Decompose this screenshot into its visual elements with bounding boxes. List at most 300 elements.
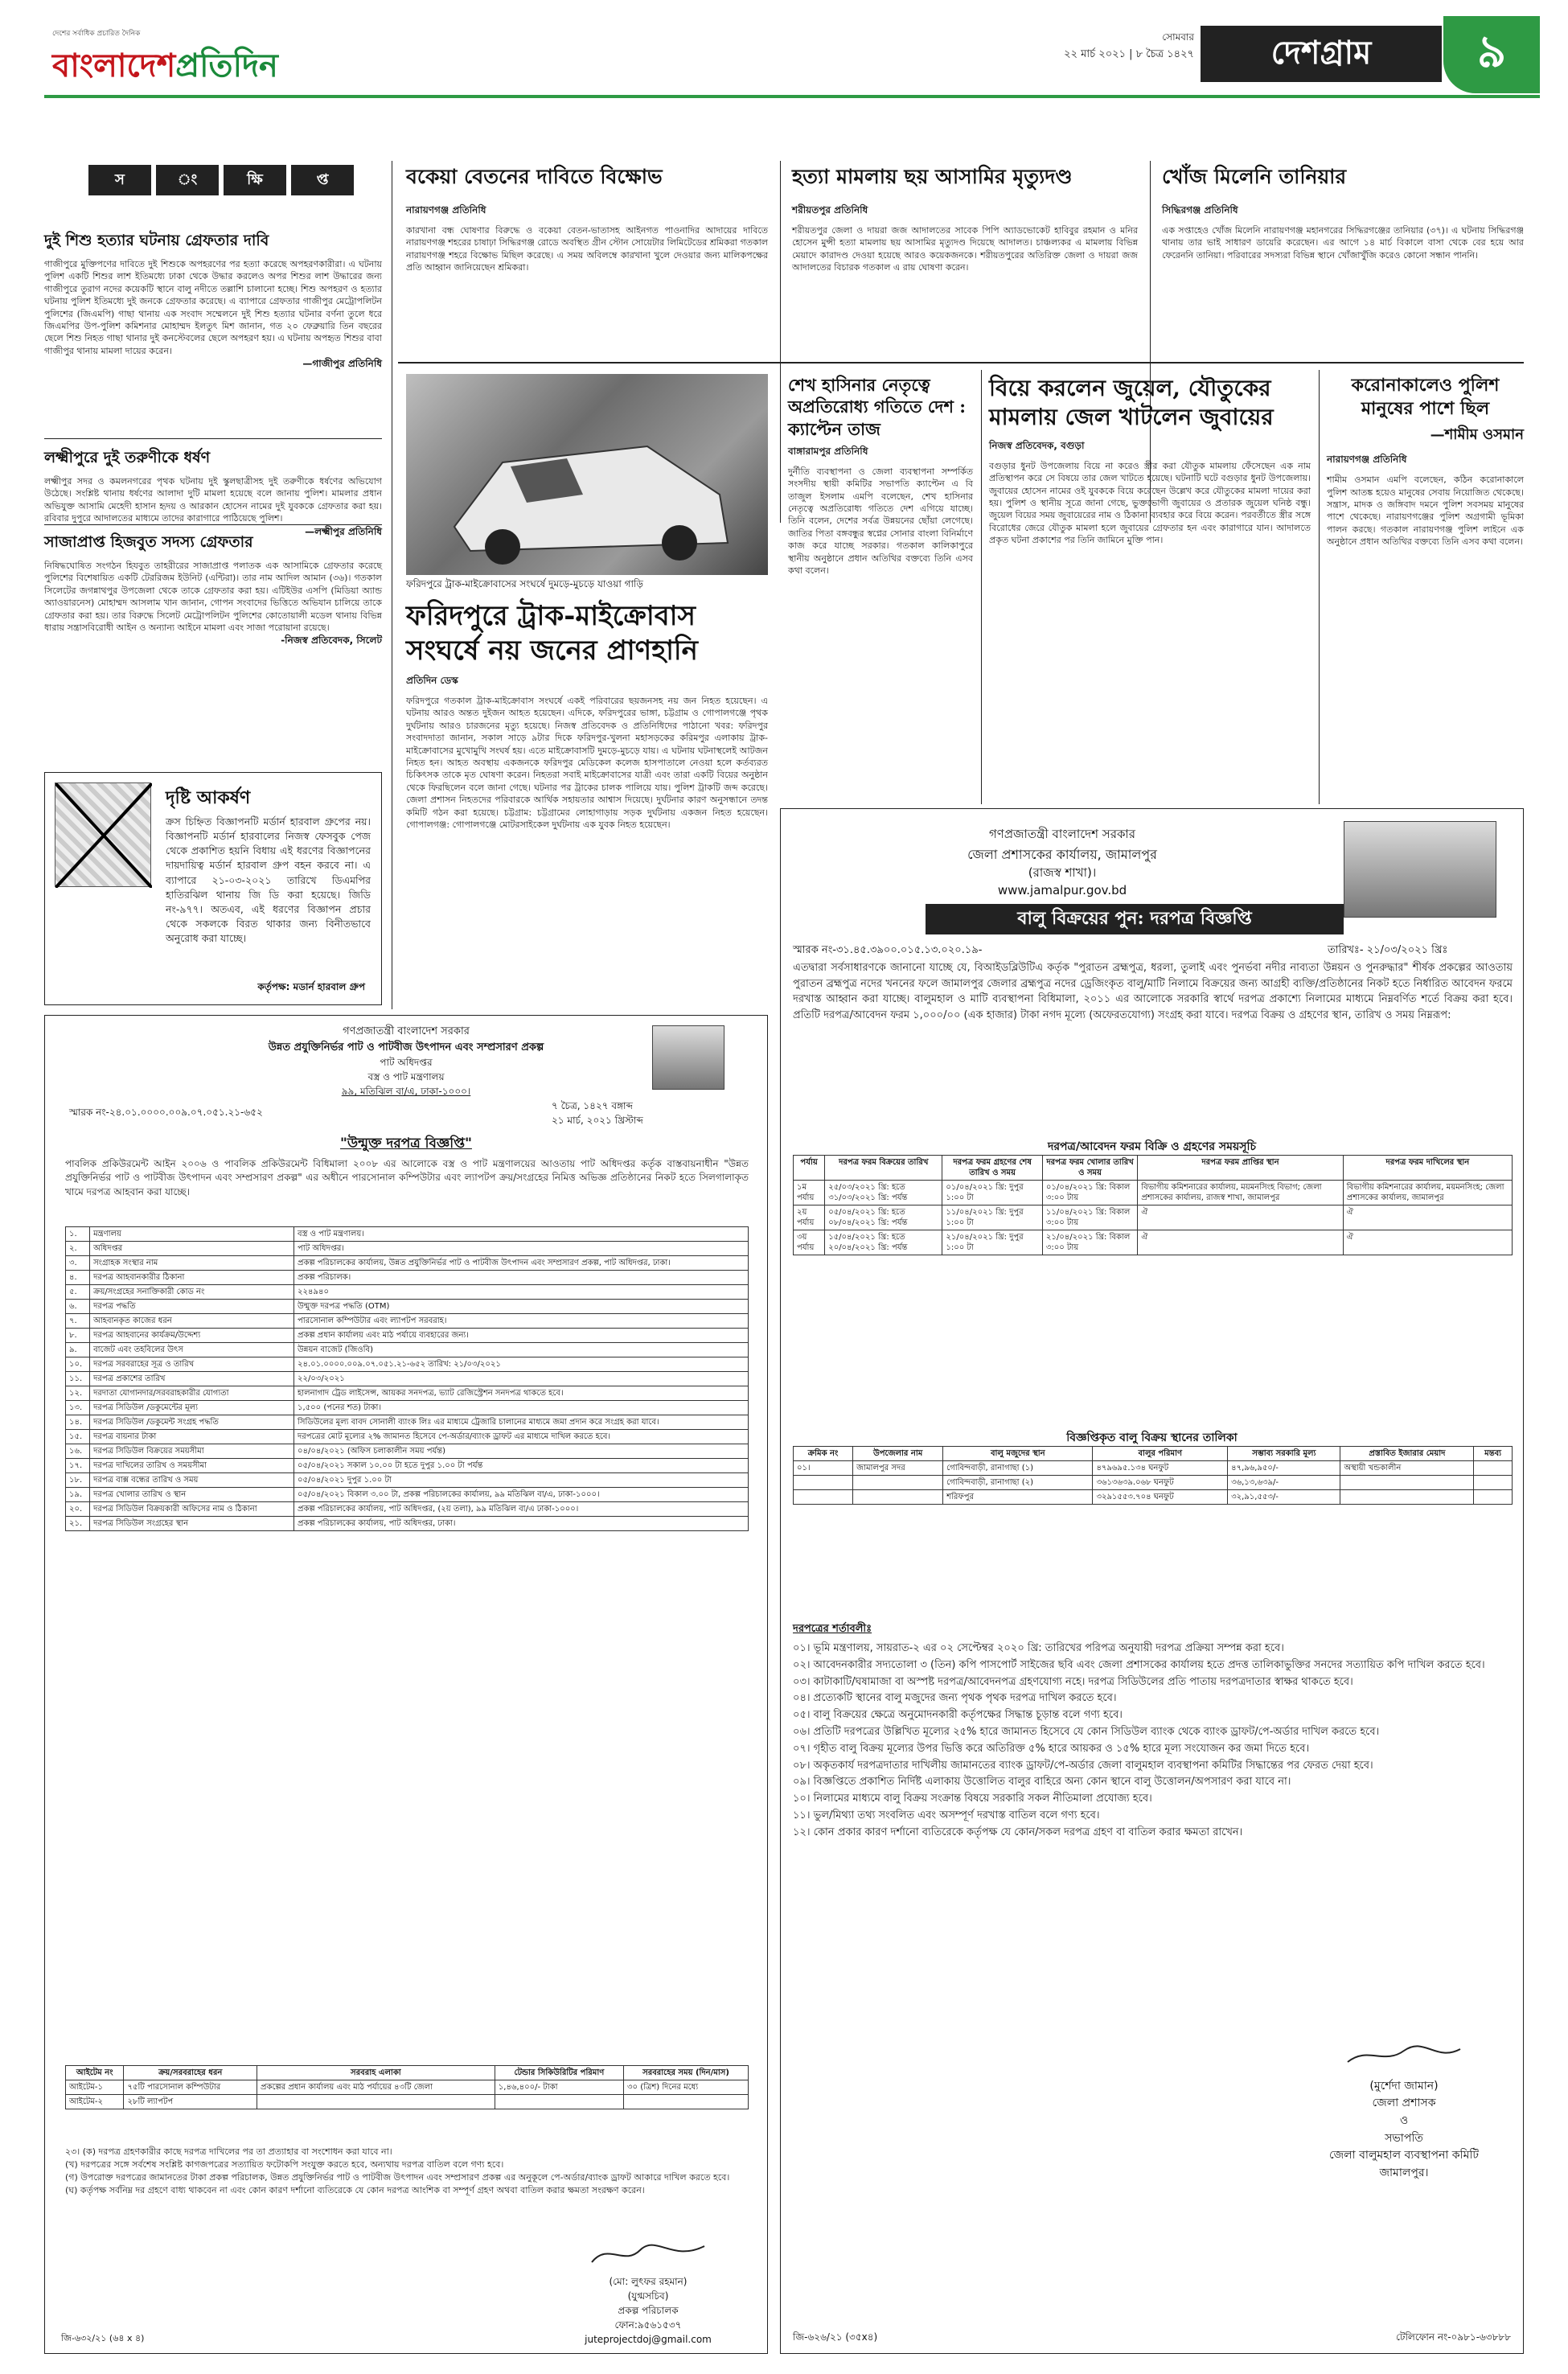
table-cell: আইটেম-১: [66, 2080, 124, 2095]
briefs-label-char: ং: [156, 165, 219, 195]
story-byline: প্রতিদিন ডেস্ক: [406, 675, 458, 686]
term-item: ০১। ভূমি মন্ত্রণালয়, সায়রাত-২ এর ০২ সেপ্টেম্বর ২০২০ খ্রি: তারিখের পরিপত্র অনুযায়ী দরপত্র প্রক্রিয়া সম্পন্ন করা হবে।: [793, 1642, 1284, 1654]
table-cell: দরপত্র আহবানের কার্যক্রম/উদ্দেশ্য: [90, 1329, 294, 1343]
brief-body: নিষিদ্ধঘোষিত সংগঠন হিযবুত তাহরীরের সাজাপ্রাপ্ত পলাতক এক আসামিকে গ্রেফতার করেছে পুলিশের বিশেষায়িত একটি টেররিজম ইউনিট (এন্টিরা)। তার নাম আদিল আমান (৩৬)। গতকাল সিলেটের জগন্নাথপুর উপজেলা থেকে তাকে গ্রেফতার করা হয়। এটিইউর এসপি (মিডিয়া অ্যান্ড অ্যাওয়ারনেস) মোহাম্মদ আসলাম খান জানান, গোপন সংবাদের ভিত্তিতে অভিযান চালিয়ে তাকে গ্রেফতার করা হয়। তার বিরুদ্ধে সিলেট মেট্রোপলিটন পুলিশের কোতোয়ালী মডেল থানায় বিভিন্ন ধারায় সন্ত্রাসবিরোধী আইন ও অন্যান্য আইনে মামলা এবং সাজা পরোয়ানা রয়েছে।: [44, 561, 382, 633]
table-cell: ঐ: [1343, 1205, 1512, 1230]
term-item: ০৪। প্রত্যেকটি স্থানের বালু মজুদের জন্য পৃথক পৃথক দরপত্র দাখিল করতে হবে।: [793, 1692, 1117, 1705]
notice-table: [65, 1226, 749, 1531]
table-cell: ঐ: [1138, 1205, 1343, 1230]
notice-office: জেলা প্রশাসকের কার্যালয়, জামালপুর: [967, 847, 1157, 862]
story-tania: [1162, 161, 1524, 261]
table-cell: ৩.: [66, 1256, 90, 1271]
table-row: [66, 1242, 749, 1256]
table-cell: জামালপুর সদর: [853, 1461, 943, 1476]
schedule-table: [793, 1155, 1513, 1255]
brief-item: [44, 229, 382, 373]
table-row: [66, 1473, 749, 1488]
table-cell: ১০.: [66, 1357, 90, 1372]
table-row: [794, 1461, 1513, 1476]
brief-sign: —গাজীপুর প্রতিনিধি: [302, 358, 382, 370]
table-cell: ১৬.: [66, 1444, 90, 1459]
brief-body: লক্ষ্মীপুর সদর ও কমলনগরের পৃথক ঘটনায় দুই স্কুলছাত্রীসহ দুই তরুণীকে ধর্ষণের অভিযোগ উঠেছে। সংশ্লিষ্ট থানায় ধর্ষণের আলাদা দুটি মামলা হয়েছে বলে জানায় পুলিশ। মামলার প্রধান অভিযুক্ত আসামি মেহেদী হাসান হৃদয় ও আরকান হোসেন নামের দুই যুবককে গ্রেফতার করা হয়। রবিবার দুপুরে আদালতের মাধ্যমে তাদের কারাগারে পাঠিয়েছে পুলিশ।: [44, 476, 382, 524]
sched-title: দরপত্র/আবেদন ফরম বিক্রি ও গ্রহণের সময়সূচি: [1047, 1140, 1257, 1153]
notice-phone: টেলিফোন নং-০৯৮১-৬৩৮৮৮: [1396, 2331, 1511, 2343]
table-cell: ৯.: [66, 1343, 90, 1357]
table-cell: [1474, 1490, 1513, 1505]
table-cell: দরপত্র সিডিউল বিক্রয়কারী অফিসের নাম ও ঠিকানা: [90, 1502, 294, 1517]
table-cell: হালনাগাদ ট্রেড লাইসেন্স, আয়কর সনদপত্র, ভ্যাট রেজিস্ট্রেশন সনদপত্র থাকতে হবে।: [294, 1386, 749, 1401]
table-cell: ২৫/০৩/২০২১ খ্রি: হতে ৩১/০৩/২০২১ খ্রি: পর্যন্ত: [825, 1181, 942, 1205]
table-header-row: [794, 1156, 1513, 1181]
table-row: [66, 1415, 749, 1430]
term-item: ১০। নিলামের মাধ্যমে বালু বিক্রয় সংক্রান্ত বিষয়ে সরকারি সকল নীতিমালা প্রযোজ্য হবে।: [793, 1793, 1152, 1805]
term-item: ০৫। বালু বিক্রয়ের ক্ষেত্রে অনুমোদনকারী কর্তৃপক্ষের সিদ্ধান্ত চূড়ান্ত বলে গণ্য হবে।: [793, 1709, 1123, 1722]
table-cell: দরপত্র সিডিউল সংগ্রহের স্থান: [90, 1517, 294, 1531]
story-headline[interactable]: শেখ হাসিনার নেতৃত্বে অপ্রতিরোধ্য গতিতে দেশ : ক্যাপ্টেন তাজ: [788, 375, 966, 439]
table-cell: গোবিন্দবাড়ী, রানাগাছা (২): [943, 1476, 1093, 1490]
photo-caption: ফরিদপুরে ট্রাক-মাইক্রোবাসের সংঘর্ষে দুমড়ে-মুচড়ে যাওয়া গাড়ি: [406, 578, 643, 589]
section-title: দেশগ্রাম: [1201, 26, 1442, 82]
notice-ref: জি-৬৩২/২১ (৬৪ x ৪): [61, 2333, 145, 2343]
table-header-cell: মন্তব্য: [1474, 1447, 1513, 1461]
notice-date-en: ২১ মার্চ, ২০২১ খ্রিস্টাব্দ: [552, 1115, 643, 1126]
table-cell: ৬.: [66, 1300, 90, 1314]
notice-ministry: বস্ত্র ও পাট মন্ত্রণালয়: [367, 1071, 445, 1082]
table-header-cell: প্রস্তাবিত ইজারার মেয়াদ: [1340, 1447, 1474, 1461]
table-cell: দরপত্রের মোট মূল্যের ২% জামানত হিসেবে পে-অর্ডার/ব্যাংক ড্রাফট এর মাধ্যমে দাখিল করতে হবে।: [294, 1430, 749, 1444]
table-cell: দরপত্র পদ্ধতি: [90, 1300, 294, 1314]
story-byline: নিজস্ব প্রতিবেদক, বগুড়া: [989, 439, 1085, 451]
table-row: [66, 1517, 749, 1531]
table-row: [66, 1488, 749, 1502]
table-cell: প্রকল্প পরিচালক।: [294, 1271, 749, 1285]
sale-table: [793, 1446, 1513, 1505]
table-cell: ০১/০৪/২০২১ খ্রি: দুপুর ১:০০ টা: [942, 1181, 1042, 1205]
table-cell: ৭৫টি পারসোনাল কম্পিউটার: [124, 2080, 257, 2095]
signer-role: (যুগ্মসচিব): [627, 2290, 669, 2302]
story-headline[interactable]: ফরিদপুরে ট্রাক-মাইক্রোবাস সংঘর্ষে নয় জনের প্রাণহানি: [406, 600, 698, 667]
term-item: ১১। ভুল/মিথ্যা তথ্য সংবলিত এবং অসম্পূর্ণ দরখাস্ত বাতিল বলে গণ্য হবে।: [793, 1809, 1100, 1822]
signer-email[interactable]: juteprojectdoj@gmail.com: [585, 2334, 712, 2345]
table-cell: [257, 2095, 495, 2109]
table-cell: ১৫/০৪/২০২১ খ্রি: হতে ২০/০৪/২০২১ খ্রি: পর্যন্ত: [825, 1230, 942, 1255]
notice-signature: [1295, 2039, 1513, 2183]
table-cell: প্রকল্প প্রধান কার্যালয় এবং মাঠ পর্যায়ে ব্যবহারের জন্য।: [294, 1329, 749, 1343]
story-headline[interactable]: বিয়ে করলেন জুয়েল, যৌতুকের মামলায় জেল খাটলেন জুবায়ের: [989, 375, 1274, 431]
story-hotta: [792, 161, 1138, 274]
table-cell: ২০.: [66, 1502, 90, 1517]
sale-title: বিজ্ঞপ্তিকৃত বালু বিক্রয় স্থানের তালিকা: [1066, 1431, 1238, 1444]
divider: [44, 438, 382, 439]
table-header-cell: বালু মজুদের স্থান: [943, 1447, 1093, 1461]
table-cell: দরপত্র বাক্স বন্ধের তারিখ ও সময়: [90, 1473, 294, 1488]
story-joyel: [989, 374, 1311, 547]
story-body: শরীয়তপুর জেলা ও দায়রা জজ আদালতের সাবেক পিপি অ্যাডভোকেট হাবিবুর রহমান ও মনির হোসেন মুন্সী হত্যা মামলায় ছয় আসামির মৃত্যুদণ্ড দিয়েছে আদালত। চাঞ্চল্যকর এ মামলায় বিভিন্ন মেয়াদে কারাদণ্ড দেওয়া হয়েছে আরও কয়েকজনকে। শরীয়তপুরের অতিরিক্ত জেলা ও দায়রা জজ আদালতের বিচারক গতকাল এ রায় ঘোষণা করেন।: [792, 225, 1138, 273]
table-cell: ১১.: [66, 1372, 90, 1386]
divider: [398, 362, 1524, 363]
column-rule: [981, 370, 982, 804]
table-cell: ১ম পর্যায়: [794, 1181, 825, 1205]
table-cell: ৫.: [66, 1285, 90, 1300]
notice-memo: স্মারক নং-২৪.০১.০০০০.০০৯.০৭.০৫১.২১-৬৫২: [69, 1107, 263, 1118]
masthead: [44, 16, 1540, 105]
table-cell: প্রকল্প পরিচালকের কার্যালয়, পাট অধিদপ্তর, (২য় তলা), ৯৯ মতিঝিল বা/এ ঢাকা-১০০০।: [294, 1502, 749, 1517]
table-header-cell: আইটেম নং: [66, 2066, 124, 2080]
page-number: ৯: [1443, 16, 1540, 93]
table-cell: ২৮টি ল্যাপটপ: [124, 2095, 257, 2109]
table-row: [66, 2080, 749, 2095]
notice-memo: স্মারক নং-৩১.৪৫.৩৯০০.০১৫.১৩.০২০.১৯-: [793, 944, 983, 956]
table-cell: [495, 2095, 623, 2109]
table-cell: ০৫/০৪/২০২১ দুপুর ১.০০ টা: [294, 1473, 749, 1488]
story-body: বগুড়ার ধুনট উপজেলায় বিয়ে না করেও স্ত্রীর করা যৌতুক মামলায় ফেঁসেছেন এক নাম প্রতিস্থাপন করে সে বিষয়ে তার জেল খাটতে হয়েছে। ঘটনাটি ঘটে বগুড়ার ধুনট উপজেলায়। জুবায়ের হোসেন নামের ওই যুবককে বিয়ে করেছেন উল্লেখ করে যৌতুকের মামলা দায়ের করা হয়। পুলিশ ও স্থানীয় সূত্রে জানা গেছে, ভুক্তভোগী জুবায়ের ও প্রতারক জুয়েল ঘনিষ্ঠ বন্ধু। জুয়েল বিয়ের সময় জুবায়েরের নাম ও ঠিকানা ব্যবহার করে বিয়ে করেন। পরবর্তীতে স্ত্রীর সঙ্গে বিরোধের জেরে যৌতুক মামলা হলে জুবায়ের গ্রেফতার হন এবং কারাগারে যান। আদালতে প্রকৃত ঘটনা প্রকাশের পর তিনি জামিনে মুক্তি পান।: [989, 460, 1311, 546]
table-cell: দরপত্র দাখিলের তারিখ ও সময়সীমা: [90, 1459, 294, 1473]
notice-note: (গ) উপরোক্ত দরপত্রের জামানতের টাকা প্রকল্প পরিচালক, উন্নত প্রযুক্তিনির্ভর পাট ও পাটবীজ উৎপাদন এবং সম্প্রসারণ প্রকল্প এর অনুকূলে পে-অর্ডার/ব্যাংক ড্রাফট আকারে দাখিল করতে হবে।: [65, 2171, 730, 2183]
table-header-cell: দরপত্র ফরম খোলার তারিখ ও সময়: [1042, 1156, 1137, 1181]
table-row: [66, 2095, 749, 2109]
briefs-label-char: স: [88, 165, 151, 195]
story-body: এক সপ্তাহেও খোঁজ মিলেনি নারায়ণগঞ্জ মহানগরের সিদ্ধিরগঞ্জের তানিয়ার (৩৭)। এ ঘটনায় সিদ্ধিরগঞ্জ থানায় তার ভাই সাধারণ ডায়েরি করেছেন। এর আগে ১৪ মার্চ বিকালে বাসা থেকে বের হয়ে আর ফেরেননি তানিয়া। পরিবারের সদস্যরা বিভিন্ন স্থানে খোঁজাখুঁজি করেও কোনো সন্ধান পাননি।: [1162, 225, 1524, 261]
table-cell: দরদাতা যোগানদার/সরবরাহকারীর যোগ্যতা: [90, 1386, 294, 1401]
table-row: [66, 1444, 749, 1459]
masthead-divider: [44, 95, 1540, 98]
table-cell: ৩০ (ত্রিশ) দিনের মধ্যে: [624, 2080, 749, 2095]
table-header-cell: পর্যায়: [794, 1156, 825, 1181]
notice-note: (খ) দরপত্রের সঙ্গে সর্বশেষ সংশ্লিষ্ট কাগজপত্রের সত্যায়িত ফটোকপি সংযুক্ত করতে হবে, অন্যথায় দরপত্র বাতিল বলে গণ্য হবে।: [65, 2158, 504, 2170]
table-row: [66, 1300, 749, 1314]
dateline: [921, 31, 1194, 64]
table-row: [66, 1314, 749, 1329]
brief-body: গাজীপুরে মুক্তিপণের দাবিতে দুই শিশুকে অপহরণের পর হত্যা করেছে অপহরণকারীরা। এ ঘটনায় পুলিশ একটি শিশুর লাশ ইতিমধ্যে ঢাকা থেকে উদ্ধার করলেও অপর শিশুর লাশ উদ্ধারের জন্য গাজীপুরে তুরাগ নদের কয়েকটি স্থানে বালু নদীতে তল্লাশি চালানো হচ্ছে। শিশু অপহরণ ও হত্যার ঘটনায় পুলিশ ইতিমধ্যে দুই জনকে গ্রেফতার করেছে। এ ব্যাপারে গ্রেফতার গাজীপুর মেট্রোপলিটন পুলিশের (জিএমপি) গাছা থানায় এক সংবাদ সম্মেলনে দুই শিশু হত্যার ঘটনার বর্ণনা তুলে ধরে জিএমপির উপ-পুলিশ কমিশনার মোহাম্মদ ইলতুৎ মিশ জানান, গত ২০ ফেব্রুয়ারি তিন বছরের ছেলে শিশু নিহত গাছা থানার দুই কনস্টেবলের ছেলে অপহরণ হয়। এ ঘটনায় অপহৃত শিশুর বাবা গাজীপুর থানায় মামলা দায়ের করেন।: [44, 259, 382, 356]
term-item: ০৬। প্রতিটি দরপত্রের উল্লিখিত মূল্যের ২৫% হারে জামানত হিসেবে যে কোন সিডিউল ব্যাংক থেকে ব্যাংক ড্রাফট/পে-অর্ডার দাখিল করতে হবে।: [793, 1725, 1380, 1738]
attention-sign: কর্তৃপক্ষ: মডার্ন হারবাল গ্রুপ: [257, 981, 365, 992]
table-cell: ১,৪৬,৪০০/- টাকা: [495, 2080, 623, 2095]
table-cell: পারসোনাল কম্পিউটার এবং ল্যাপটপ সরবরাহ।: [294, 1314, 749, 1329]
notice-gov: গণপ্রজাতন্ত্রী বাংলাদেশ সরকার: [988, 827, 1136, 841]
brief-title[interactable]: দুই শিশু হত্যার ঘটনায় গ্রেফতার দাবি: [44, 232, 269, 249]
attention-ad: [44, 772, 382, 1005]
table-cell: ক্রয়/সংগ্রহের সনাক্তিকারী কোড নং: [90, 1285, 294, 1300]
table-header-cell: দরপত্র ফরম বিক্রয়ের তারিখ: [825, 1156, 942, 1181]
table-cell: দরপত্র সিডিউল /ডকুমেন্টের মূল্য: [90, 1401, 294, 1415]
brief-title[interactable]: লক্ষ্মীপুরে দুই তরুণীকে ধর্ষণ: [44, 449, 211, 466]
term-item: ০৩। কাটাকাটি/ঘষামাজা বা অস্পষ্ট দরপত্র/আবেদনপত্র গ্রহণযোগ্য নহে। দরপত্র সিডিউলের প্রতি পাতায় দরপত্রদাতার স্বাক্ষর থাকতে হবে।: [793, 1675, 1353, 1688]
jamalpur-tender-notice: [780, 808, 1524, 2354]
table-cell: ৩য় পর্যায়: [794, 1230, 825, 1255]
signature-icon: [1340, 2039, 1468, 2072]
story-corona: [1327, 374, 1524, 548]
table-cell: উন্নয়ন বাজেট (জিওবি): [294, 1343, 749, 1357]
briefs-label: [88, 165, 354, 195]
table-cell: দরপত্র আহবানকারীর ঠিকানা: [90, 1271, 294, 1285]
notice-portrait-icon: [1344, 821, 1496, 918]
brief-title[interactable]: সাজাপ্রাপ্ত হিজবুত সদস্য গ্রেফতার: [44, 533, 253, 551]
signer-name: (মো: লুৎফর রহমান): [609, 2276, 688, 2287]
story-headline[interactable]: হত্যা মামলায় ছয় আসামির মৃত্যুদণ্ড: [792, 165, 1073, 188]
story-body: ফরিদপুরে গতকাল ট্রাক-মাইক্রোবাস সংঘর্ষে একই পরিবারের ছয়জনসহ নয় জন নিহত হয়েছেন। এ ঘটনায় আরও অন্তত দুইজন আহত হয়েছেন। এদিকে, ফরিদপুরের ভাঙ্গা, চট্টগ্রাম ও গোপালগঞ্জে পৃথক দুর্ঘটনায় আরও চারজনের মৃত্যু হয়েছে। নিজস্ব প্রতিবেদক ও প্রতিনিধিদের পাঠানো খবর: ফরিদপুর সংবাদদাতা জানান, সকাল সাড়ে ৯টার দিকে ফরিদপুর-খুলনা মহাসড়কের করিমপুর এলাকায় ট্রাক-মাইক্রোবাসের মুখোমুখি সংঘর্ষ হয়। এতে মাইক্রোবাসটি দুমড়ে-মুচড়ে যায়। এ ঘটনায় ঘটনাস্থলেই আটজন নিহত হন। আহত অবস্থায় একজনকে ফরিদপুর মেডিকেল কলেজ হাসপাতালে নেওয়া হলে কর্তব্যরত চিকিৎসক তাকে মৃত ঘোষণা করেন। নিহতরা সবাই মাইক্রোবাসের যাত্রী এবং তারা একটি বিয়ের অনুষ্ঠান থেকে ফিরছিলেন বলে জানা গেছে। ঘটনার পর ট্রাকের চালক পালিয়ে যায়। পুলিশ ট্রাকটি জব্দ করেছে। জেলা প্রশাসন নিহতদের পরিবারকে আর্থিক সহায়তার আশ্বাস দিয়েছে। দুর্ঘটনার কারণ অনুসন্ধানে তদন্ত কমিটি গঠন করা হয়েছে। চট্টগ্রাম: চট্টগ্রামের লোহাগাড়ায় সড়ক দুর্ঘটনায় একজন নিহত হয়েছেন। গোপালগঞ্জ: গোপালগঞ্জে মোটরসাইকেল দুর্ঘটনায় এক যুবক নিহত হয়েছেন।: [406, 696, 768, 830]
story-body: শামীম ওসমান এমপি বলেছেন, কঠিন করোনাকালে পুলিশ আতঙ্ক হয়েও মানুষের সেবায় নিয়োজিত থেকেছে। সন্ত্রাস, মাদক ও জঙ্গিবাদ দমনে পুলিশ সবসময় মানুষের পাশে থেকেছে। নারায়ণগঞ্জের পুলিশ অগ্রগামী ভূমিকা পালন করছে। গতকাল নারায়ণগঞ্জ পুলিশ লাইনে এক অনুষ্ঠানে প্রধান অতিথির বক্তব্যে তিনি এসব কথা বলেন।: [1327, 474, 1524, 548]
table-cell: [794, 1490, 853, 1505]
table-header-row: [794, 1447, 1513, 1461]
table-cell: দরপত্র খোলার তারিখ ও স্থান: [90, 1488, 294, 1502]
table-cell: ঐ: [1343, 1230, 1512, 1255]
table-row: [66, 1343, 749, 1357]
logo-tagline: দেশের সর্বাধিক প্রচারিত দৈনিক: [52, 30, 141, 38]
table-cell: দরপত্র সরবরাহের সূত্র ও তারিখ: [90, 1357, 294, 1372]
weekday: সোমবার: [1162, 31, 1194, 43]
table-cell: ১৮.: [66, 1473, 90, 1488]
table-cell: ০৫/০৪/২০২১ সকাল ১০.০০ টা হতে দুপুর ১.০০ টা পর্যন্ত: [294, 1459, 749, 1473]
notice-title: বালু বিক্রয়ের পুন: দরপত্র বিজ্ঞপ্তি: [926, 904, 1344, 934]
notice-ref: জি-৬২৬/২১ (৩৫x৪): [793, 2331, 878, 2343]
term-item: ০২। আবেদনকারীর সদ্যতোলা ৩ (তিন) কপি পাসপোর্ট সাইজের ছবি এবং জেলা প্রশাসকের কার্যালয় হতে প্রদত্ত তালিকাভুক্তির সনদের সত্যায়িত কপি দাখিল করতে হবে।: [793, 1658, 1485, 1671]
column-rule: [780, 161, 781, 523]
table-cell: ২১.: [66, 1517, 90, 1531]
briefs-label-char: ক্ষি: [224, 165, 286, 195]
notice-note: ২৩। (ক) দরপত্র গ্রহণকারীর কাছে দরপত্র দাখিলের পর তা প্রত্যাহার বা সংশোধন করা যাবে না।: [65, 2146, 392, 2157]
table-cell: ০১।: [794, 1461, 853, 1476]
notice-web[interactable]: www.jamalpur.gov.bd: [997, 883, 1127, 897]
table-cell: দরপত্র সিডিউল /ডকুমেন্ট সংগ্রহ পদ্ধতি: [90, 1415, 294, 1430]
table-row: [66, 1430, 749, 1444]
story-byline: নারায়ণগঞ্জ প্রতিনিধি: [406, 204, 486, 216]
table-cell: আইটেম-২: [66, 2095, 124, 2109]
story-headline[interactable]: করোনাকালেও পুলিশ মানুষের পাশে ছিল: [1351, 375, 1500, 419]
signer-phone: ফোন:৯৫৬১৫৩৭: [614, 2319, 682, 2331]
table-cell: ১২.: [66, 1386, 90, 1401]
table-cell: ২১/০৪/২০২১ খ্রি: বিকাল ৩:০০ টায়: [1042, 1230, 1137, 1255]
wrecked-vehicle-icon: [406, 374, 768, 575]
table-cell: [853, 1476, 943, 1490]
table-row: [66, 1459, 749, 1473]
table-cell: মন্ত্রণালয়: [90, 1227, 294, 1242]
table-cell: ০৫/০৪/২০২১ খ্রি: হতে ০৮/০৪/২০২১ খ্রি: পর্যন্ত: [825, 1205, 942, 1230]
table-cell: ০৪/০৪/২০২১ (অফিস চলাকালীন সময় পর্যন্ত): [294, 1444, 749, 1459]
table-cell: আহবানকৃত কাজের ধরন: [90, 1314, 294, 1329]
attention-body: ক্রস চিহ্নিত বিজ্ঞাপনটি মর্ডার্ন হারবাল গ্রুপের নয়। বিজ্ঞাপনটি মর্ডার্ন হারবালের নিজস্ব ফেসবুক পেজ থেকে প্রকাশিত হয়নি বিধায় এই ধরণের বিজ্ঞাপনের দায়দায়িত্ব মর্ডার্ন হারবাল গ্রুপ বহন করবে না। এ ব্যাপারে ২১-০৩-২০২১ তারিখে ডিএমপির হাতিরঝিল থানায় জি ডি করা হয়েছে। জিডি নং-৯৭৭। অতএব, এই ধরণের বিজ্ঞাপন প্রচার থেকে সকলকে বিরত থাকার জন্য বিনীতভাবে অনুরোধ করা যাচ্ছে।: [166, 815, 371, 944]
table-cell: বিভাগীয় কমিশনারের কার্যালয়, ময়মনসিংহ বিভাগ; জেলা প্রশাসকের কার্যালয়, রাজস্ব শাখা, জামালপুর: [1138, 1181, 1343, 1205]
table-row: [794, 1490, 1513, 1505]
notice-address: ৯৯, মতিঝিল বা/এ, ঢাকা-১০০০।: [341, 1086, 471, 1097]
table-row: [66, 1401, 749, 1415]
brief-item: [44, 531, 382, 650]
term-item: ০৯। বিজ্ঞপ্তিতে প্রকাশিত নির্দিষ্ট এলাকায় উত্তোলিত বালুর বাহিরে অন্য কোন স্থানে বালু উত্তোলন/অপসারণ করা যাবে না।: [793, 1776, 1291, 1789]
notice-portrait-icon: [652, 1025, 724, 1090]
signature-icon: [584, 2238, 712, 2270]
newspaper-logo[interactable]: [52, 40, 278, 94]
notice-intro: এতদ্বারা সর্বসাধারণকে জানানো যাচ্ছে যে, বিআইডব্লিউটিএ কর্তৃক "পুরাতন ব্রহ্মপুত্র, ধরলা, তুলাই এবং পুনর্ভবা নদীর নাব্যতা উন্নয়ন ও পুনরুদ্ধার" শীর্ষক প্রকল্পের আওতায় পুরাতন ব্রহ্মপুত্র নদের খননের ফলে জামালপুর জেলার ব্রহ্মপুত্র নদের ড্রেজিংকৃত বালু/মাটি নিলামে বিক্রয়ের জন্য আগ্রহী ব্যক্তি/প্রতিষ্ঠানের নিকট হতে নির্ধারিত আবেদন ফরমে দরখাস্ত আহ্বান করা যাচ্ছে। বালুমহাল ও মাটি ব্যবস্থাপনা বিধিমালা, ২০১১ এর আলোকে সরকারি স্বার্থে দরপত্র প্রকাশ্যে নিলামের মাধ্যমে নিম্নবর্ণিত শর্তে বিক্রয় করা হবে। প্রতিটি দরপত্র/আবেদন ফরম ১,০০০/০০ (এক হাজার) টাকা নগদ মূল্যে (অফেরতযোগ্য) সংগ্রহ করা যাবে। দরপত্র বিক্রয় ও গ্রহণের স্থান, তারিখ ও সময় নিম্নরূপ:: [793, 962, 1513, 1021]
table-cell: ৩৬১৩৬৩৯.০৬৮ ঘনফুট: [1093, 1476, 1228, 1490]
table-cell: ৪.: [66, 1271, 90, 1285]
table-cell: ৩৬,১৩,৬৩৯/-: [1228, 1476, 1340, 1490]
notice-date: তারিখঃ- ২১/০৩/২০২১ খ্রিঃ: [1328, 944, 1448, 956]
table-cell: ১১/০৪/২০২১ খ্রি: দুপুর ১:০০ টা: [942, 1205, 1042, 1230]
jute-tender-notice: [44, 1015, 768, 2354]
table-cell: ০৫/০৪/২০২১ বিকাল ৩.০০ টা, প্রকল্প পরিচালকের কার্যালয়, ৯৯ মতিঝিল বা/এ, ঢাকা-১০০০।: [294, 1488, 749, 1502]
term-item: ০৭। গৃহীত বালু বিক্রয় মূল্যের উপর ভিত্তি করে অতিরিক্ত ৫% হারে আয়কর ও ১৫% হারে মূল্য সংযোজন কর জমা দিতে হবে।: [793, 1742, 1310, 1755]
table-cell: সংগ্রাহক সংস্থার নাম: [90, 1256, 294, 1271]
logo-part2: প্রতিদিন: [175, 47, 278, 84]
briefs-label-char: প্ত: [291, 165, 354, 195]
signer-title: জেলা বালুমহাল ব্যবস্থাপনা কমিটি: [1328, 2149, 1480, 2162]
term-item: ১২। কোন প্রকার কারণ দর্শানো ব্যতিরেকে কর্তৃপক্ষ যে কোন/সকল দরপত্র গ্রহণ বা বাতিল করার ক্ষমতা রাখেন।: [793, 1826, 1243, 1838]
story-byline: সিদ্ধিরগঞ্জ প্রতিনিধি: [1162, 204, 1238, 216]
divider: [44, 524, 382, 525]
jute-items-table: [65, 2065, 749, 2109]
table-row: [794, 1181, 1513, 1205]
notice-gov: গণপ্রজাতন্ত্রী বাংলাদেশ সরকার: [343, 1025, 470, 1037]
table-header-cell: দরপত্র ফরম গ্রহণের শেষ তারিখ ও সময়: [942, 1156, 1042, 1181]
story-sheikh: [788, 374, 973, 577]
table-cell: [624, 2095, 749, 2109]
brief-sign: —লক্ষ্মীপুর প্রতিনিধি: [305, 525, 382, 537]
table-header-row: [66, 2066, 749, 2080]
table-cell: ১৩.: [66, 1401, 90, 1415]
brief-item: [44, 446, 382, 541]
table-header-cell: দরপত্র ফরম দাখিলের স্থান: [1343, 1156, 1512, 1181]
term-item: ০৮। অকৃতকার্য দরপত্রদাতার দাখিলীয় জামানতের ব্যাংক ড্রাফট/পে-অর্ডার জেলা বালুমহাল ব্যবস্থাপনা কমিটির সিদ্ধান্তের পর ফেরত দেয়া হবে।: [793, 1759, 1373, 1772]
jute-info-table: [65, 1226, 749, 1531]
accident-photo[interactable]: [406, 374, 768, 575]
notice-dept: পাট অধিদপ্তর: [380, 1057, 433, 1068]
table-cell: ২২৪৯৪০: [294, 1285, 749, 1300]
table-row: [794, 1476, 1513, 1490]
story-headline[interactable]: বকেয়া বেতনের দাবিতে বিক্ষোভ: [406, 165, 663, 188]
signer-title: জামালপুর।: [1379, 2167, 1429, 2180]
table-cell: গোবিন্দবাড়ী, রানাগাছা (১): [943, 1461, 1093, 1476]
cross-icon: [55, 783, 152, 888]
table-cell: সিডিউলের মূল্য বাবদ সোনালী ব্যাংক লিঃ এর মাধ্যমে ট্রেজারি চালানের মাধ্যমে জমা প্রদান করে সংগ্রহ করা যাবে।: [294, 1415, 749, 1430]
table-row: [66, 1227, 749, 1242]
table-cell: দরপত্র প্রকাশের তারিখ: [90, 1372, 294, 1386]
terms-list: [793, 1641, 1513, 1842]
table-cell: ১৭.: [66, 1459, 90, 1473]
table-cell: [794, 1476, 853, 1490]
table-cell: [1474, 1476, 1513, 1490]
table-row: [794, 1205, 1513, 1230]
notice-project: উন্নত প্রযুক্তিনির্ভর পাট ও পাটবীজ উৎপাদন এবং সম্প্রসারণ প্রকল্প: [268, 1041, 544, 1054]
story-byline: বাঙ্গারামপুর প্রতিনিধি: [788, 445, 868, 457]
sale-table-wrap: [793, 1446, 1513, 1505]
table-header-cell: টেন্ডার সিকিউরিটির পরিমাণ: [495, 2066, 623, 2080]
table-cell: ৪৭,৯৬,৯৫০/-: [1228, 1461, 1340, 1476]
table-header-cell: বালুর পরিমাণ: [1093, 1447, 1228, 1461]
table-cell: ৪৭৯৬৯৫.১৩৪ ঘনফুট: [1093, 1461, 1228, 1476]
column-rule: [1319, 370, 1320, 804]
table-cell: [1474, 1461, 1513, 1476]
story-author: —শামীম ওসমান: [1430, 426, 1524, 444]
table-cell: ১৫.: [66, 1430, 90, 1444]
brief-sign: -নিজস্ব প্রতিবেদক, সিলেট: [281, 635, 382, 647]
signer-title: প্রকল্প পরিচালক: [618, 2305, 679, 2316]
sched-table-wrap: [793, 1155, 1513, 1255]
notice-note: (ঘ) কর্তৃপক্ষ সর্বনিম্ন দর গ্রহণে বাধ্য থাকবেন না এবং কোন কারণ দর্শানো ব্যতিরেকে যে কোন দরপত্র আংশিক বা সম্পূর্ণ গ্রহণ অথবা বাতিল করার ক্ষমতা সংরক্ষণ করেন।: [65, 2184, 645, 2195]
table-header-cell: সরবরাহের সময় (দিন/মাস): [624, 2066, 749, 2080]
table-cell: প্রকল্প পরিচালকের কার্যালয়, পাট অধিদপ্তর, ঢাকা।: [294, 1517, 749, 1531]
table-cell: ০১/০৪/২০২১ খ্রি: বিকাল ৩:০০ টায়: [1042, 1181, 1137, 1205]
table-row: [66, 1372, 749, 1386]
table-cell: ঐ: [1138, 1230, 1343, 1255]
table-row: [66, 1386, 749, 1401]
table-row: [66, 1357, 749, 1372]
table-row: [66, 1285, 749, 1300]
table-cell: ৩২৯১৫৫৩.৭০৪ ঘনফুট: [1093, 1490, 1228, 1505]
table-cell: ২২/০৩/২০২১: [294, 1372, 749, 1386]
signer-name: (মুর্শেদা জামান): [1369, 2079, 1439, 2093]
table-cell: ২৪.০১.০০০০.০০৯.০৭.০৫১.২১-৬৫২ তারিখ: ২১/০৩/২০২১: [294, 1357, 749, 1372]
signer-title: জেলা প্রশাসক: [1372, 2097, 1436, 2110]
table-cell: দরপত্র বায়নার টাকা: [90, 1430, 294, 1444]
table-cell: পাট অধিদপ্তর।: [294, 1242, 749, 1256]
table-cell: ৩২,৯১,৫৫৩/-: [1228, 1490, 1340, 1505]
notice-title: "উন্মুক্ত দরপত্র বিজ্ঞপ্তি": [340, 1136, 472, 1152]
table-header-cell: উপজেলার নাম: [853, 1447, 943, 1461]
table-cell: প্রকল্প পরিচালকের কার্যালয়, উন্নত প্রযুক্তিনির্ভর পাট ও পাটবীজ উৎপাদন এবং সম্প্রসারণ প্রকল্প, পাট অধিদপ্তর, ঢাকা।: [294, 1256, 749, 1271]
table-cell: ১১/০৪/২০২১ খ্রি: বিকাল ৩:০০ টায়: [1042, 1205, 1137, 1230]
table-row: [66, 1271, 749, 1285]
signer-title: সভাপতি: [1385, 2131, 1423, 2145]
table-cell: অধিদপ্তর: [90, 1242, 294, 1256]
table-cell: ২য় পর্যায়: [794, 1205, 825, 1230]
story-byline: শরীয়তপুর প্রতিনিধি: [792, 204, 868, 216]
table-header-cell: ক্রয়/সরবরাহের ধরন: [124, 2066, 257, 2080]
date: ২২ মার্চ ২০২১ | ৮ চৈত্র ১৪২৭: [1064, 48, 1194, 60]
table-cell: [853, 1490, 943, 1505]
table-row: [66, 1502, 749, 1517]
story-body: কারখানা বন্ধ ঘোষণার বিরুদ্ধে ও বকেয়া বেতন-ভাতাসহ আইনগত পাওনাদির আদায়ের দাবিতে নারায়ণগঞ্জ শহরের চাষাঢ়া সিদ্ধিরগঞ্জ রোডে অবস্থিত গ্রীন স্টোন সোয়েটার লিমিটেডের শ্রমিকরা গতকাল নারায়ণগঞ্জ শহরে বিক্ষোভ মিছিল করেছে। এ সময় অবিলম্বে কারখানা খুলে দেওয়ার জন্য মালিকপক্ষের প্রতি আহ্বান জানিয়েছেন শ্রমিকরা।: [406, 225, 768, 273]
table-cell: ১,৫০০ (পনের শত) টাকা।: [294, 1401, 749, 1415]
table-cell: ২১/০৪/২০২১ খ্রি: দুপুর ১:০০ টা: [942, 1230, 1042, 1255]
table-cell: [1340, 1476, 1474, 1490]
table-row: [66, 1329, 749, 1343]
table-header-cell: দরপত্র ফরম প্রাপ্তির স্থান: [1138, 1156, 1343, 1181]
table-cell: ৭.: [66, 1314, 90, 1329]
notice-date-bn: ৭ চৈত্র, ১৪২৭ বঙ্গাব্দ: [552, 1100, 633, 1111]
crossed-ad-image: [55, 782, 151, 887]
table-cell: বাজেট এবং তহবিলের উৎস: [90, 1343, 294, 1357]
story-faridpur: [406, 599, 768, 831]
notice-intro: পাবলিক প্রকিউরমেন্ট আইন ২০০৬ ও পাবলিক প্রকিউরমেন্ট বিধিমালা ২০০৮ এর আলোকে বস্ত্র ও পাট মন্ত্রণালয়ের আওতায় পাট অধিদপ্তর কর্তৃক বাস্তবায়নাধীন "উন্নত প্রযুক্তিনির্ভর পাট ও পাটবীজ উৎপাদন এবং সম্প্রসারণ প্রকল্প" এর অধীনে পারসোনাল কম্পিউটার এবং ল্যাপটপ ক্রয়/সংগ্রহের নিমিত্ত অভিজ্ঞ প্রতিষ্ঠানের নিকট হতে সিলগালাকৃত খামে দরপত্র আহবান করা যাচ্ছে।: [65, 1158, 749, 1197]
table-cell: বিভাগীয় কমিশনারের কার্যালয়, ময়মনসিংহ; জেলা প্রশাসকের কার্যালয়, জামালপুর: [1343, 1181, 1512, 1205]
table-row: [794, 1230, 1513, 1255]
table-header-cell: ক্রমিক নং: [794, 1447, 853, 1461]
table-cell: বস্ত্র ও পাট মন্ত্রণালয়।: [294, 1227, 749, 1242]
story-byline: নারায়ণগঞ্জ প্রতিনিধি: [1327, 454, 1407, 466]
table-header-cell: সম্ভাব্য সরকারি মূল্য: [1228, 1447, 1340, 1461]
table-cell: প্রকল্পের প্রধান কার্যালয় এবং মাঠ পর্যায়ের ৪৩টি জেলা: [257, 2080, 495, 2095]
table-cell: ১৪.: [66, 1415, 90, 1430]
table-header-cell: সরবরাহ এলাকা: [257, 2066, 495, 2080]
notice-notes: [65, 2146, 749, 2197]
notice-items: [65, 2065, 749, 2109]
story-body: দুর্নীতি ব্যবস্থাপনা ও জেলা ব্যবস্থাপনা সম্পর্কিত সংসদীয় স্থায়ী কমিটির সভাপতি ক্যাপ্টেন এ বি তাজুল ইসলাম এমপি বলেছেন, শেখ হাসিনার নেতৃত্বে অপ্রতিরোধ্য গতিতে দেশ এগিয়ে যাচ্ছে। তিনি বলেন, দেশের সর্বত্র উন্নয়নের ছোঁয়া লেগেছে। জাতির পিতা বঙ্গবন্ধুর স্বপ্নের সোনার বাংলা বিনির্মাণে কাজ করে যাচ্ছে সরকার। গতকাল কালিকাপুরে স্থানীয় অনুষ্ঠানে প্রধান অতিথির বক্তব্যে তিনি এসব কথা বলেন।: [788, 466, 973, 577]
table-cell: ১৯.: [66, 1488, 90, 1502]
attention-title: দৃষ্টি আকর্ষণ: [166, 787, 251, 808]
signer-title: ও: [1399, 2114, 1409, 2128]
notice-branch: (রাজস্ব শাখা)।: [1028, 865, 1097, 880]
notice-signature: [560, 2238, 737, 2347]
table-cell: উন্মুক্ত দরপত্র পদ্ধতি (OTM): [294, 1300, 749, 1314]
table-cell: দরপত্র সিডিউল বিক্রয়ের সময়সীমা: [90, 1444, 294, 1459]
table-cell: ১.: [66, 1227, 90, 1242]
table-row: [66, 1256, 749, 1271]
logo-part1: বাংলাদেশ: [52, 47, 176, 84]
table-cell: শরিফপুর: [943, 1490, 1093, 1505]
table-cell: [1340, 1490, 1474, 1505]
story-headline[interactable]: খোঁজ মিলেনি তানিয়ার: [1162, 165, 1347, 188]
terms-title: দরপত্রের শর্তাবলীঃ: [793, 1623, 872, 1635]
table-cell: ৮.: [66, 1329, 90, 1343]
